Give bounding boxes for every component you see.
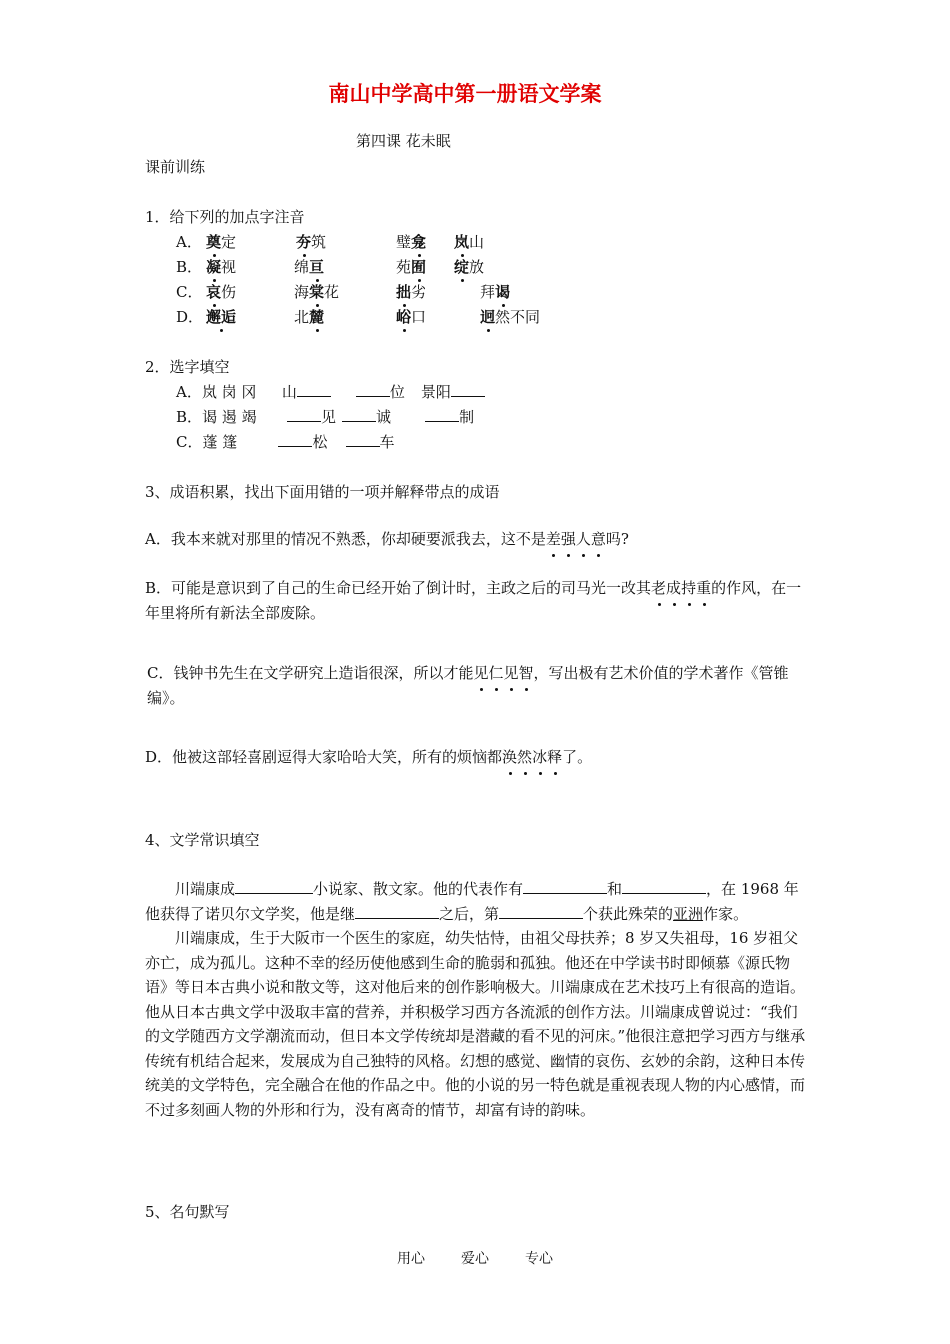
q3-option-a: A．我本来就对那里的情况不熟悉，你却硬要派我去，这不是差强人意吗? bbox=[145, 527, 810, 552]
q2-row-label: C． bbox=[176, 433, 203, 451]
q1-item: 迥然不同 bbox=[480, 308, 541, 326]
q1-item: 北麓 bbox=[294, 308, 325, 326]
q1-item: 苑囿 bbox=[396, 258, 427, 276]
q2-chars: 岚 岗 冈 bbox=[201, 383, 257, 401]
footer-word: 用心 bbox=[397, 1251, 425, 1267]
lesson-title: 第四课 花未眠 bbox=[356, 132, 451, 150]
section-heading-pretraining: 课前训练 bbox=[145, 158, 206, 176]
q3-option-d: D．他被这部轻喜剧逗得大家哈哈大笑，所有的烦恼都涣然冰释了。 bbox=[145, 745, 810, 770]
q1-item: 邂逅 bbox=[206, 308, 237, 326]
dotted-idiom: 涣然冰释 bbox=[502, 748, 562, 766]
q3-option-c: C．钱钟书先生在文学研究上造诣很深，所以才能见仁见智，写出极有艺术价值的学术著作《管锥编》。 bbox=[147, 661, 812, 711]
q1-item: 凝视 bbox=[206, 258, 237, 276]
q1-row-label: A． bbox=[176, 233, 202, 251]
q1-row-label: B． bbox=[176, 258, 203, 276]
q1-row-label: C． bbox=[176, 283, 203, 301]
q2-chars: 谒 遏 竭 bbox=[202, 408, 257, 426]
fill-blank[interactable] bbox=[278, 432, 312, 447]
q1-item: 拜谒 bbox=[480, 283, 511, 301]
fill-blank[interactable] bbox=[523, 879, 607, 894]
fill-blank[interactable] bbox=[342, 407, 376, 422]
q2-row-b: B．谒 遏 竭 见 诚 制 bbox=[176, 408, 475, 426]
q1-row-c bbox=[176, 281, 510, 302]
underlined-word: 亚洲 bbox=[673, 904, 704, 923]
q1-item: 海棠花 bbox=[294, 283, 340, 301]
fill-blank[interactable] bbox=[346, 432, 380, 447]
q1-item: 哀伤 bbox=[206, 283, 237, 301]
q2-row-label: B． bbox=[176, 408, 203, 426]
footer-word: 爱心 bbox=[461, 1251, 489, 1267]
q1-item: 峪口 bbox=[396, 308, 427, 326]
question-4-heading: 4、文学常识填空 bbox=[145, 831, 260, 849]
footer-word: 专心 bbox=[525, 1251, 553, 1267]
fill-blank[interactable] bbox=[297, 382, 331, 397]
dotted-idiom: 差强人意 bbox=[546, 530, 606, 548]
q2-row-label: A． bbox=[176, 383, 202, 401]
q3-option-b: B．可能是意识到了自己的生命已经开始了倒计时，主政之后的司马光一改其老成持重的作风，在一年里将所有新法全部废除。 bbox=[145, 576, 810, 626]
q4-bio-paragraph: 川端康成，生于大阪市一个医生的家庭，幼失怙恃，由祖父母扶养；8 岁又失祖母，16 岁祖父亦亡，成为孤儿。这种不幸的经历使他感到生命的脆弱和孤独。他还在中学读书时即倾慕《源氏物语》等日本古典小说和散文等，这对他后来的创作影响极大。川端康成在艺术技巧上有很高的造诣。他从日本古典文学中汲取丰富的营养，并积极学习西方各流派的创作方法。川端康成曾说过：“我们的文学随西方文学潮流而动，但日本文学传统却是潜藏的看不见的河床。”他很注意把学习西方与继承传统有机结合起来，发展成为自己独特的风格。幻想的感觉、幽情的哀伤、玄妙的余韵，这种日本传统美的文学特色，完全融合在他的作品之中。他的小说的另一特色就是重视表现人物的内心感情，而不过多刻画人物的外形和行为，没有离奇的情节，却富有诗的韵味。 bbox=[145, 929, 806, 1119]
fill-blank[interactable] bbox=[355, 904, 439, 919]
q2-chars: 蓬 篷 bbox=[202, 433, 238, 451]
fill-blank[interactable] bbox=[356, 382, 390, 397]
q1-row-b bbox=[176, 256, 484, 277]
question-5-heading: 5、名句默写 bbox=[145, 1203, 230, 1221]
page-footer bbox=[0, 1248, 950, 1268]
q4-fill-paragraph: 川端康成 小说家、散文家。他的代表作有 和 ，在 1968 年他获得了诺贝尔文学奖，他是继 之后，第 个获此殊荣的亚洲作家。 bbox=[145, 880, 799, 923]
q1-item: 夯筑 bbox=[296, 233, 327, 251]
fill-blank[interactable] bbox=[425, 407, 459, 422]
q1-item: 拙劣 bbox=[396, 283, 427, 301]
fill-blank[interactable] bbox=[451, 382, 485, 397]
q2-row-c: C．蓬 篷 松 车 bbox=[176, 433, 395, 451]
question-2-heading: 2．选字填空 bbox=[145, 358, 230, 376]
fill-blank[interactable] bbox=[622, 879, 706, 894]
q1-row-d bbox=[176, 306, 540, 327]
q1-row-a bbox=[176, 231, 484, 252]
q1-item: 奠定 bbox=[206, 233, 237, 251]
q1-item: 璧龛 bbox=[396, 233, 427, 251]
q2-row-a: A．岚 岗 冈 山 位 景阳 bbox=[176, 381, 485, 402]
dotted-idiom: 见仁见智 bbox=[473, 664, 533, 682]
fill-blank[interactable] bbox=[499, 904, 583, 919]
dotted-idiom: 老成持重 bbox=[651, 579, 711, 597]
q1-row-label: D． bbox=[176, 308, 204, 326]
fill-blank[interactable] bbox=[287, 407, 321, 422]
document-title: 南山中学高中第一册语文学案 bbox=[328, 82, 602, 106]
q1-item: 岚山 bbox=[454, 233, 485, 251]
question-3-heading: 3、成语积累，找出下面用错的一项并解释带点的成语 bbox=[145, 483, 500, 501]
q1-item: 绽放 bbox=[454, 258, 485, 276]
fill-blank[interactable] bbox=[235, 879, 313, 894]
question-1-heading: 1．给下列的加点字注音 bbox=[145, 208, 305, 226]
q1-item: 绵亘 bbox=[294, 258, 325, 276]
